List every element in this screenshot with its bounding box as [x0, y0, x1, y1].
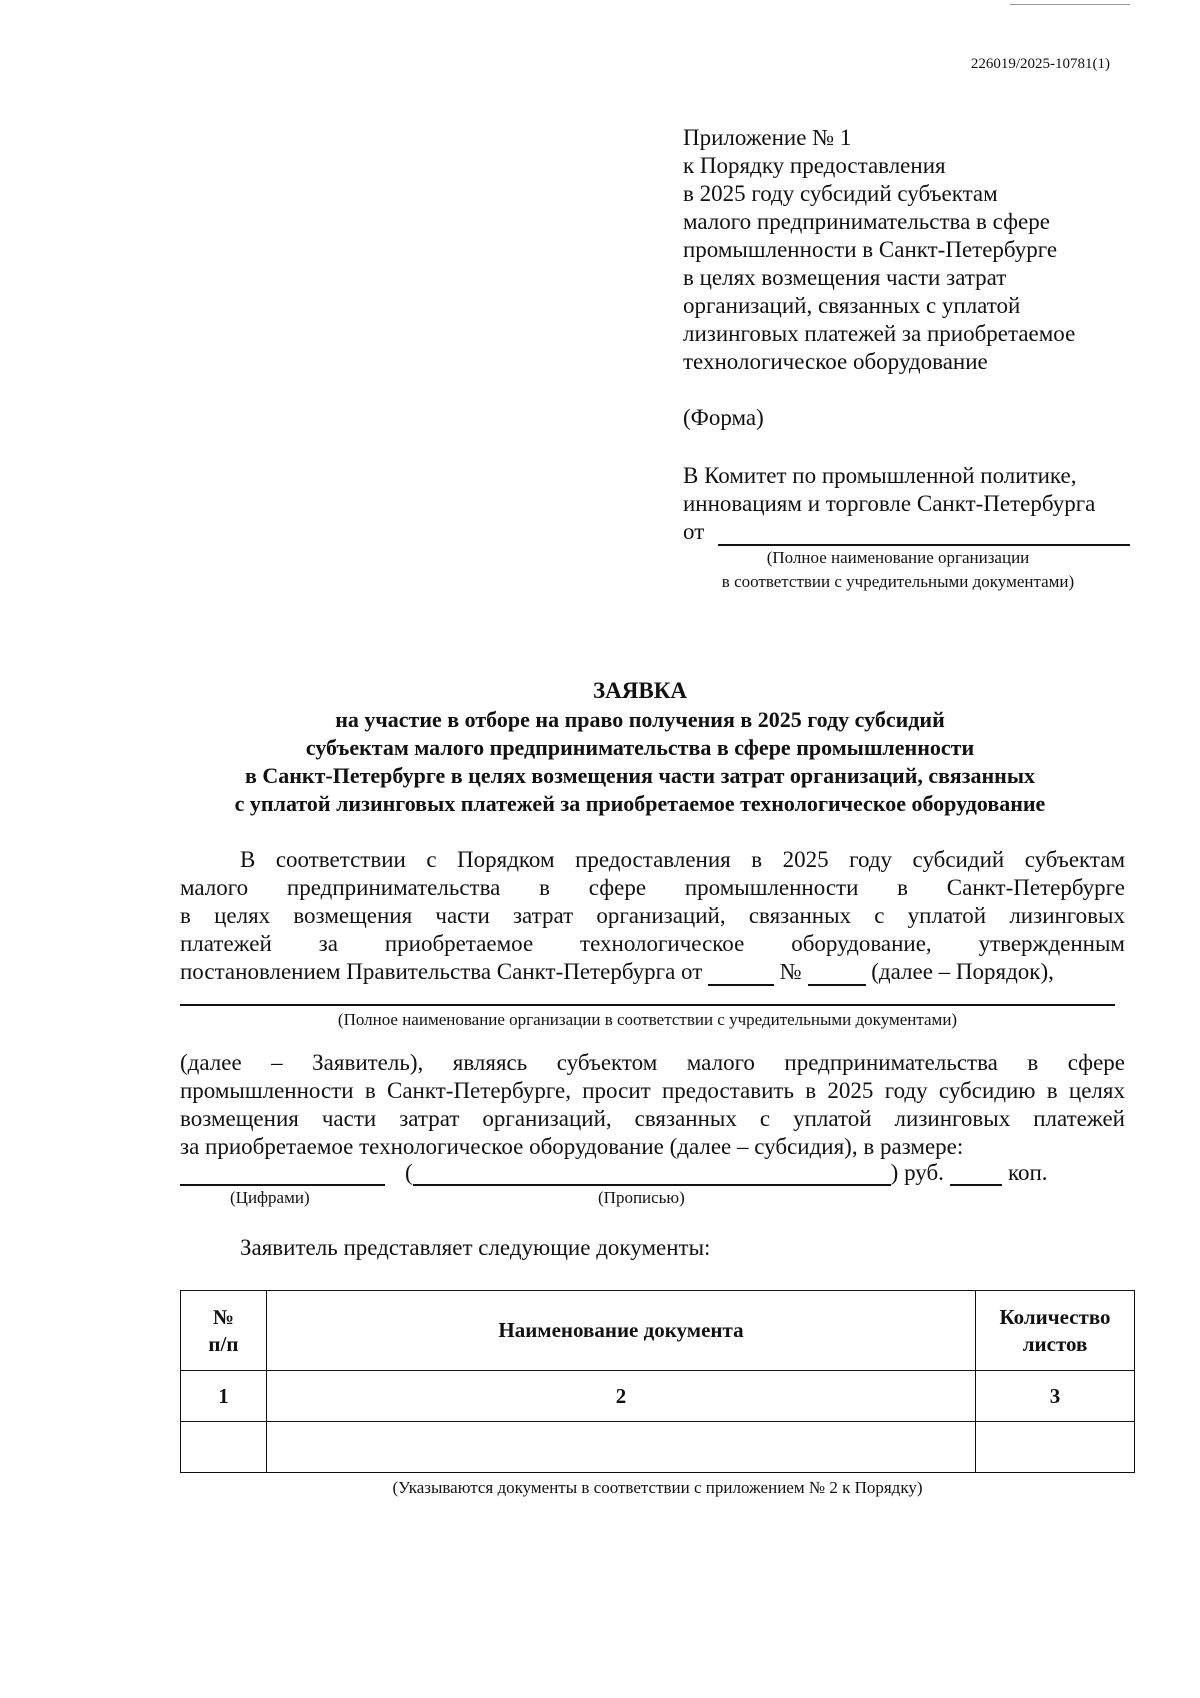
para-line: В соответствии с Порядком предоставления в 2025 году субсидий субъектам [240, 847, 1125, 872]
appendix-line: малого предпринимательства в сфере [683, 209, 1050, 234]
amount-digits-field[interactable] [180, 1164, 385, 1186]
from-line [683, 518, 1130, 546]
column-number: 3 [976, 1371, 1135, 1422]
appendix-line: организаций, связанных с уплатой [683, 293, 1021, 318]
title-line: на участие в отборе на право получения в 2025 году субсидий [335, 707, 945, 732]
appendix-line: Приложение № 1 [683, 125, 852, 150]
column-number: 2 [266, 1371, 975, 1422]
documents-table [180, 1290, 1135, 1473]
header-document-name: Наименование документа [266, 1291, 975, 1371]
resolution-text: постановлением Правительства Санкт-Петербурга от [180, 959, 703, 984]
table-row [181, 1422, 1135, 1473]
column-number: 1 [181, 1371, 267, 1422]
header-sheet-count [976, 1291, 1135, 1371]
applicant-name-field[interactable] [180, 1004, 1115, 1006]
table-header-row [181, 1291, 1135, 1371]
organization-name-hint [683, 546, 1113, 594]
header-text: Количество [999, 1304, 1111, 1329]
para-line: (далее – Заявитель), являясь субъектом малого предпринимательства в сфере [180, 1050, 1125, 1075]
row-number-cell[interactable] [181, 1422, 267, 1473]
resolution-number-field[interactable] [808, 964, 866, 986]
header-text: п/п [208, 1331, 239, 1356]
addressee-block [683, 462, 1130, 546]
appendix-line: промышленности в Санкт-Петербурге [683, 237, 1058, 262]
appendix-line: технологическое оборудование [683, 349, 988, 374]
amount-digits-hint: (Цифрами) [230, 1188, 310, 1207]
amount-words-hint: (Прописью) [598, 1188, 685, 1207]
appendix-line: к Порядку предоставления [683, 153, 946, 178]
kopecks-label: коп. [1007, 1160, 1048, 1185]
form-label: (Форма) [683, 405, 764, 430]
paragraph-intro [180, 846, 1125, 986]
kopecks-field[interactable] [950, 1164, 1002, 1186]
appendix-line: в целях возмещения части затрат [683, 265, 1007, 290]
paren-open: ( [405, 1160, 413, 1185]
header-text: № [212, 1304, 234, 1329]
from-label: от [683, 519, 705, 544]
scan-artifact-line [1010, 4, 1130, 5]
column-numbers-row [181, 1371, 1135, 1422]
appendix-line: лизинговых платежей за приобретаемое [683, 321, 1076, 346]
order-reference: (далее – Порядок), [871, 959, 1054, 984]
addressee-line1: В Комитет по промышленной политике, [683, 463, 1077, 488]
documents-intro: Заявитель представляет следующие документы: [240, 1235, 711, 1260]
resolution-date-field[interactable] [708, 964, 774, 986]
appendix-header [683, 124, 1075, 376]
documents-note: (Указываются документы в соответствии с приложением № 2 к Порядку) [392, 1478, 923, 1497]
sheet-count-cell[interactable] [976, 1422, 1135, 1473]
para-line: за приобретаемое технологическое оборудование (далее – субсидия), в размере: [180, 1134, 964, 1159]
rubles-label: ) руб. [890, 1160, 944, 1185]
document-title [160, 677, 1120, 818]
para-line: в целях возмещения части затрат организаций, связанных с уплатой лизинговых [180, 903, 1125, 928]
para-line: малого предпринимательства в сфере промышленности в Санкт-Петербурге [180, 875, 1125, 900]
appendix-line: в 2025 году субсидий субъектам [683, 181, 998, 206]
header-number [181, 1291, 267, 1371]
para-line: возмещения части затрат организаций, связанных с уплатой лизинговых платежей [180, 1106, 1125, 1131]
hint-line: (Полное наименование организации [766, 548, 1030, 567]
document-id: 226019/2025-10781(1) [970, 56, 1110, 72]
amount-words-field[interactable] [413, 1164, 891, 1186]
number-sign: № [779, 959, 802, 984]
title-line: в Санкт-Петербурге в целях возмещения части затрат организаций, связанных [244, 763, 1035, 788]
hint-line: в соответствии с учредительными документами) [721, 572, 1075, 591]
title-line: субъектам малого предпринимательства в сфере промышленности [305, 735, 975, 760]
para-line: платежей за приобретаемое технологическое оборудование, утвержденным [180, 931, 1125, 956]
subsidy-amount-row [180, 1160, 1048, 1186]
title-line: с уплатой лизинговых платежей за приобретаемое технологическое оборудование [234, 791, 1046, 816]
para-line-with-blanks [180, 958, 1125, 986]
organization-name-field[interactable] [718, 522, 1130, 546]
header-text: листов [1022, 1331, 1088, 1356]
para-line: промышленности в Санкт-Петербурге, просит предоставить в 2025 году субсидию в целях [180, 1078, 1125, 1103]
title-main: ЗАЯВКА [593, 678, 687, 703]
applicant-name-hint: (Полное наименование организации в соответствии с учредительными документами) [337, 1010, 958, 1029]
document-name-cell[interactable] [266, 1422, 975, 1473]
addressee-line2: инновациям и торговле Санкт-Петербурга [683, 491, 1096, 516]
paragraph-request [180, 1049, 1125, 1161]
